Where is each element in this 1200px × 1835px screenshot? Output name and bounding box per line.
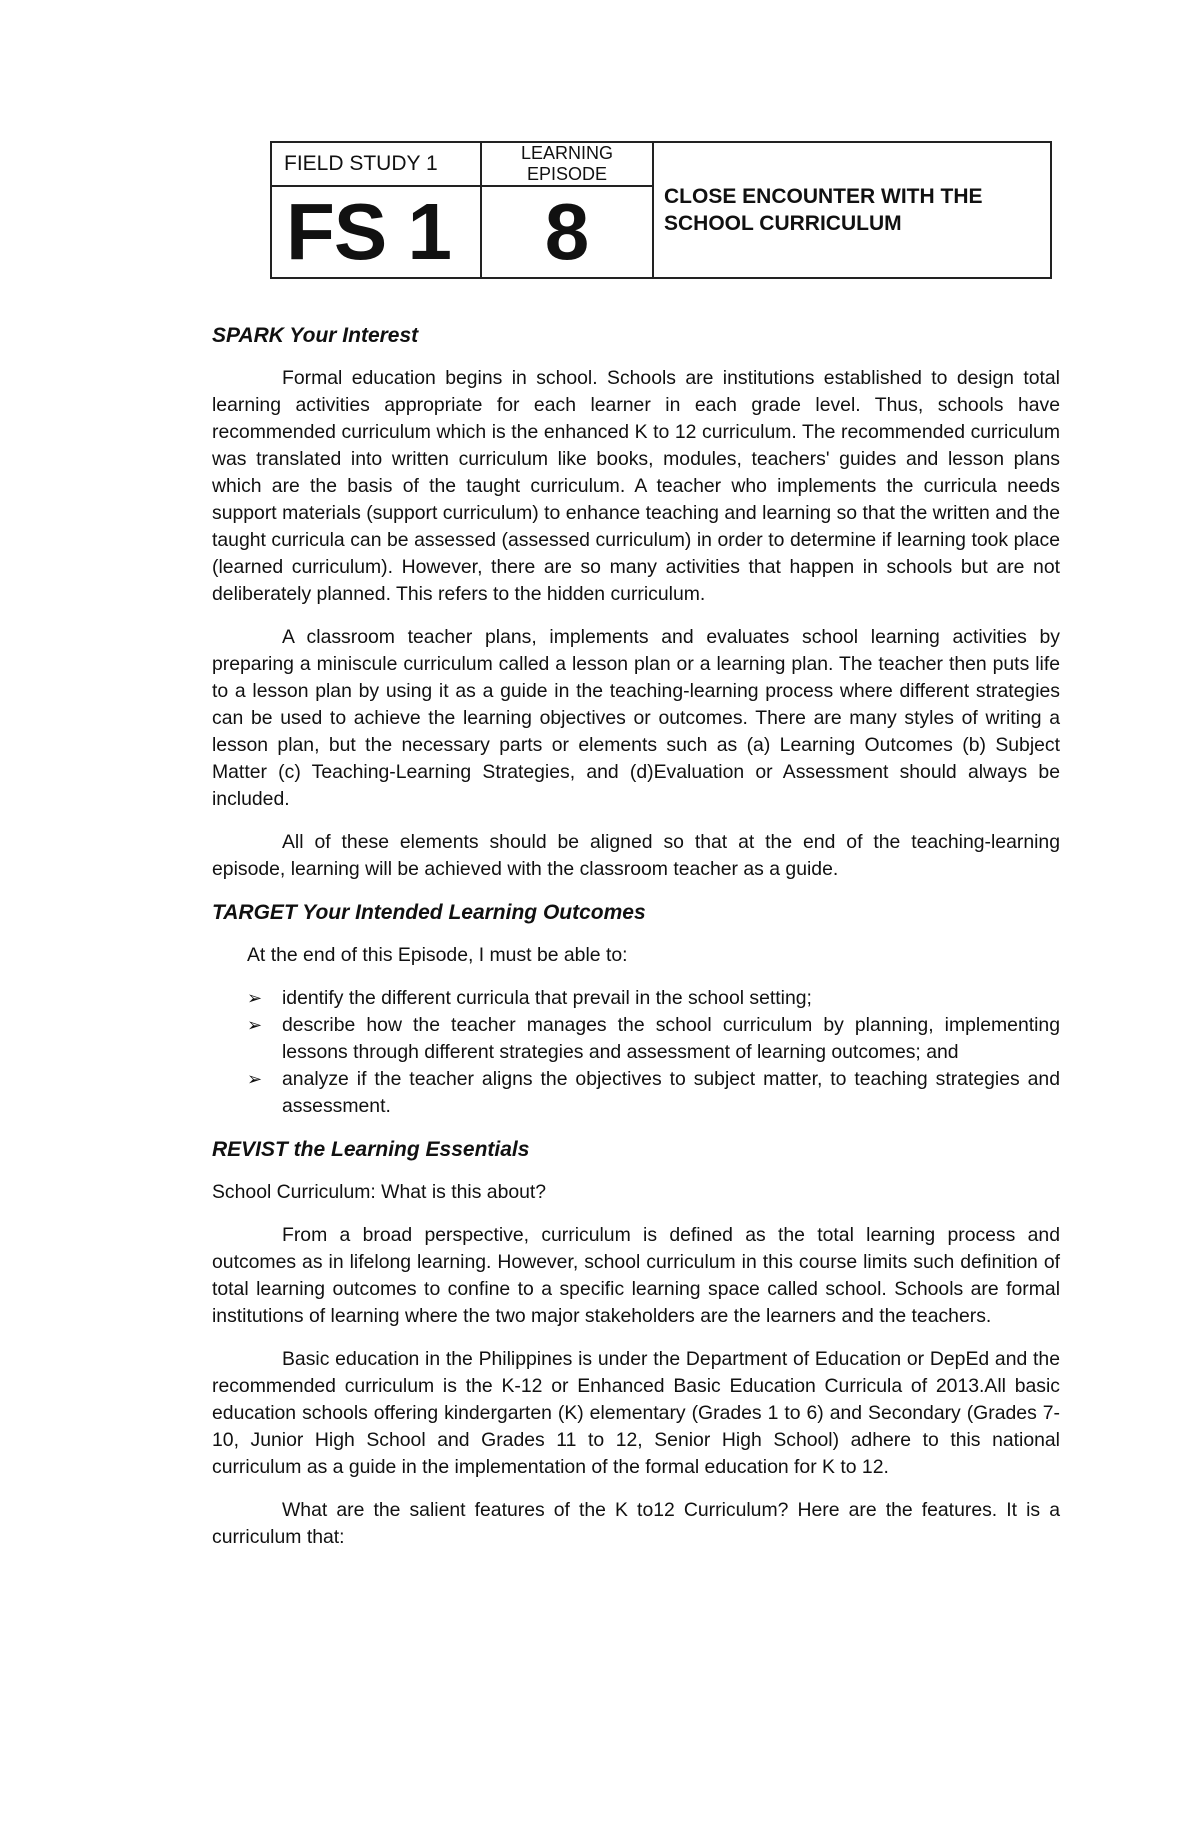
revisit-paragraph-2: Basic education in the Philippines is under the Department of Education or DepEd and the recommended curriculum is the K-12 or Enhanced Basic Education Curricula of 2013.All basic education schools offering kindergarten (K) elementary (Grades 1 to 6) and Secondary (Grades 7-10, Junior High School and Grades 11 to 12, Senior High School) adhere to this national curriculum as a guide in the implementation of the formal education for K to 12. (212, 1348, 1060, 1478)
arrow-bullet-icon: ➢ (247, 1069, 263, 1089)
field-study-code: FS 1 (271, 186, 481, 278)
outcome-text: identify the different curricula that prevail in the school setting; (282, 987, 812, 1009)
episode-header-table (270, 141, 1052, 279)
list-item (212, 1012, 1060, 1066)
outcomes-list (212, 985, 1060, 1120)
outcome-text: describe how the teacher manages the school curriculum by planning, implementing lessons through different strategies and assessment of learning outcomes; and (282, 1014, 1060, 1063)
revisit-heading: REVIST the Learning Essentials (212, 1138, 530, 1161)
list-item (212, 985, 1060, 1012)
arrow-bullet-icon: ➢ (247, 988, 263, 1008)
target-intro: At the end of this Episode, I must be able to: (247, 944, 628, 966)
episode-label: LEARNING EPISODE (481, 142, 653, 186)
spark-paragraph-3: All of these elements should be aligned so that at the end of the teaching-learning episode, learning will be achieved with the classroom teacher as a guide. (212, 831, 1060, 880)
outcome-text: analyze if the teacher aligns the objectives to subject matter, to teaching strategies and assessment. (282, 1068, 1060, 1117)
field-study-label: FIELD STUDY 1 (271, 142, 481, 186)
target-heading: TARGET Your Intended Learning Outcomes (212, 901, 646, 924)
document-body (212, 322, 1060, 1567)
spark-heading: SPARK Your Interest (212, 324, 419, 347)
list-item (212, 1066, 1060, 1120)
revisit-paragraph-3: What are the salient features of the K to12 Curriculum? Here are the features. It is a curriculum that: (212, 1499, 1060, 1548)
arrow-bullet-icon: ➢ (247, 1015, 263, 1035)
revisit-subheading: School Curriculum: What is this about? (212, 1181, 547, 1203)
spark-paragraph-2: A classroom teacher plans, implements and evaluates school learning activities by preparing a miniscule curriculum called a lesson plan or a learning plan. The teacher then puts life to a lesson plan by using it as a guide in the teaching-learning process where different strategies can be used to achieve the learning objectives or outcomes. There are many styles of writing a lesson plan, but the necessary parts or elements such as (a) Learning Outcomes (b) Subject Matter (c) Teaching-Learning Strategies, and (d)Evaluation or Assessment should always be included. (212, 626, 1060, 810)
spark-paragraph-1: Formal education begins in school. Schools are institutions established to design total learning activities appropriate for each learner in each grade level. Thus, schools have recommended curriculum which is the enhanced K to 12 curriculum. The recommended curriculum was translated into written curriculum like books, modules, teachers' guides and lesson plans which are the basis of the taught curriculum. A teacher who implements the curricula needs support materials (support curriculum) to enhance teaching and learning so that the written and the taught curricula can be assessed (assessed curriculum) in order to determine if learning took place (learned curriculum). However, there are so many activities that happen in schools but are not deliberately planned. This refers to the hidden curriculum. (212, 367, 1060, 605)
episode-title: CLOSE ENCOUNTER WITH THE SCHOOL CURRICULUM (653, 142, 1051, 278)
revisit-paragraph-1: From a broad perspective, curriculum is defined as the total learning process and outcomes as in lifelong learning. However, school curriculum in this course limits such definition of total learning outcomes to confine to a specific learning space called school. Schools are formal institutions of learning where the two major stakeholders are the learners and the teachers. (212, 1224, 1060, 1327)
episode-number: 8 (481, 186, 653, 278)
